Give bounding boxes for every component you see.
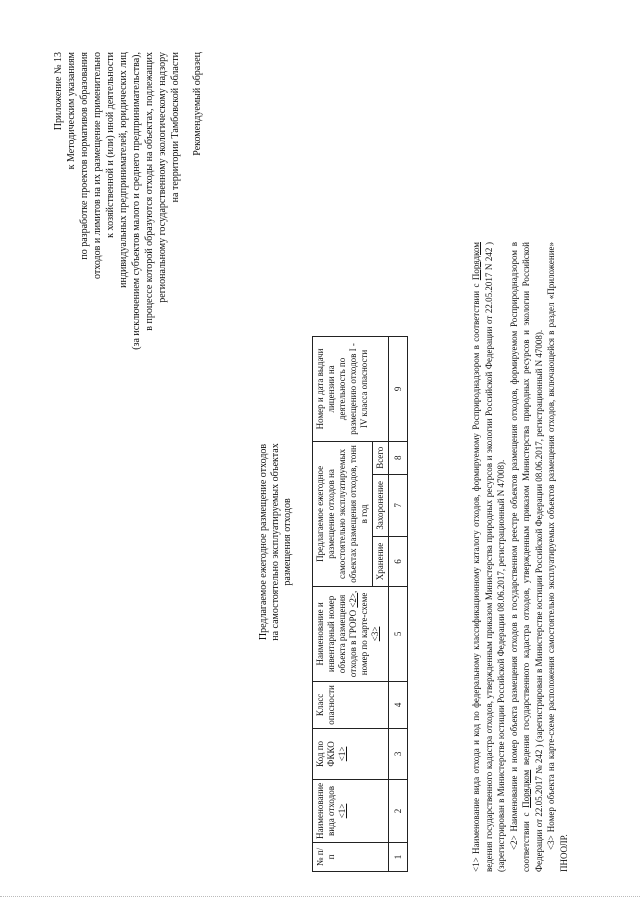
header-text: , номер по карте-схеме bbox=[348, 590, 369, 676]
table-cell: 8 bbox=[389, 441, 408, 474]
table-header-row bbox=[313, 336, 373, 871]
footnote-ref-link[interactable]: <3> bbox=[370, 626, 380, 642]
table-cell: 9 bbox=[389, 336, 408, 441]
footnote-text: Наименование вида отхода и код по федеральному классификационному каталогу отходов, формируемому Росприроднадзором в соответствии с bbox=[471, 280, 481, 858]
table-cell: 7 bbox=[389, 474, 408, 536]
table-cell: 1 bbox=[389, 843, 408, 872]
footnote-text: Наименование и номер объекта размещения отходов в государственном реестре объектов размещения отходов, формируемом Росприроднадзором в соответствии с bbox=[508, 242, 531, 872]
rotated-document-sheet bbox=[40, 32, 600, 872]
title-line: на самостоятельно эксплуатируемых объектах bbox=[270, 443, 281, 641]
header-waste-name bbox=[313, 779, 389, 842]
header-object-name bbox=[313, 586, 389, 681]
subheader-storage: Хранение bbox=[373, 537, 389, 587]
footnote-marker: <2> bbox=[508, 835, 519, 850]
header-license: Номер и дата выдачи лицензии на деятельность по размещению отходов I - IV класса опасности bbox=[313, 336, 389, 441]
table-cell: 2 bbox=[389, 779, 408, 842]
footnote-text: Номер объекта на карте-схеме расположения самостоятельно эксплуатируемых объектов размещения отходов, включающейся в раздел «Приложение» ПНООЛР. bbox=[546, 242, 569, 872]
appendix-line: к Методическим указаниям bbox=[66, 52, 77, 170]
appendix-line: на территории Тамбовской области bbox=[170, 52, 181, 203]
appendix-line: Приложение № 13 bbox=[53, 52, 64, 131]
order-link[interactable]: Порядком bbox=[471, 242, 481, 281]
appendix-line: отходов и лимитов на их размещение применительно bbox=[92, 52, 103, 280]
footnote-ref-link[interactable]: <2> bbox=[348, 592, 358, 608]
scan-edge-divider bbox=[0, 896, 640, 901]
table-row bbox=[389, 336, 408, 871]
table-cell: 3 bbox=[389, 728, 408, 779]
table-cell: 5 bbox=[389, 586, 408, 681]
footnote-marker: <1> bbox=[471, 857, 481, 872]
footnote-marker: <3> bbox=[546, 835, 556, 850]
header-text: Код по ФККО bbox=[315, 740, 336, 767]
header-fkko-code bbox=[313, 728, 389, 779]
header-text: Наименование и инвентарный номер объекта размещения отходов в ГРОРО bbox=[315, 594, 358, 678]
document-title bbox=[258, 422, 294, 662]
subheader-total: Всего bbox=[373, 441, 389, 474]
title-line: Предлагаемое ежегодное размещение отходов bbox=[258, 443, 269, 641]
sample-label: Рекомендуемый образец bbox=[192, 52, 203, 156]
header-text: Наименование вида отходов bbox=[315, 782, 336, 839]
appendix-line: по разработке проектов нормативов образования bbox=[79, 52, 90, 260]
footnote-text: ведения государственного кадастра отходов, утвержденным приказом Министерства природных ресурсов и экологии Российской Федерации от 22.05.2017 № 242 ) (зарегистрирован в Министерстве юстиции Российской Федерации 08.06.2017, регистрационный N 47008). bbox=[521, 242, 544, 872]
appendix-line: в процессе которой образуются отходы на объектах, подлежащих bbox=[144, 52, 155, 331]
appendix-header bbox=[52, 52, 182, 452]
table-cell: 6 bbox=[389, 537, 408, 587]
footnote-2 bbox=[508, 242, 546, 872]
appendix-line: к хозяйственной и (или) иной деятельности bbox=[105, 52, 116, 238]
header-hazard-class: Класс опасности bbox=[313, 681, 389, 728]
footnote-text: ведения государственного кадастра отходов, утвержденным приказом Министерства природных ресурсов и экологии Российской Федерации от 22.05.2017 N 242 ) (зарегистрирован в Министерстве юстиции Российской Федерации 08.06.2017, регистрационный N 47008). bbox=[483, 242, 506, 872]
order-link[interactable]: Порядком bbox=[521, 769, 531, 808]
subheader-burial: Захоронение bbox=[373, 474, 389, 536]
footnote-1 bbox=[470, 242, 508, 872]
title-line: размещения отходов bbox=[282, 498, 293, 586]
header-number: № п/п bbox=[313, 843, 389, 872]
appendix-line: региональному государственному экологическому надзору bbox=[157, 52, 168, 303]
waste-placement-table bbox=[312, 336, 408, 872]
footnote-ref-link[interactable]: <1> bbox=[337, 803, 347, 819]
table-cell: 4 bbox=[389, 681, 408, 728]
footnote-ref-link[interactable]: <1> bbox=[337, 746, 347, 762]
footnotes bbox=[470, 242, 570, 872]
header-annual-placement-group: Предлагаемое ежегодное размещение отходов на самостоятельно эксплуатируемых объектах размещения отходов, тонн в год bbox=[313, 441, 373, 586]
appendix-line: индивидуальных предпринимателей, юридических лиц bbox=[118, 52, 129, 288]
appendix-line: (за исключением субъектов малого и среднего предпринимательства), bbox=[131, 52, 142, 350]
footnote-3 bbox=[545, 242, 570, 872]
